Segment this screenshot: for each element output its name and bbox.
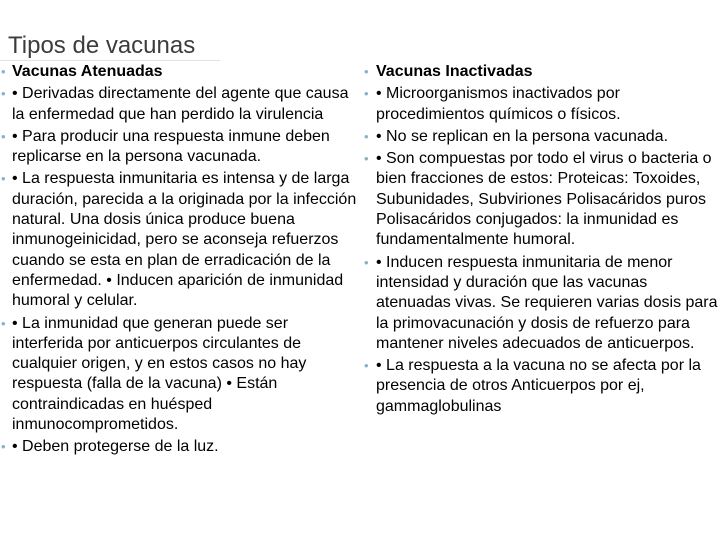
right-heading: Vacunas Inactivadas <box>376 63 533 80</box>
list-item <box>0 127 362 168</box>
list-item-text: • No se replican en la persona vacunada. <box>376 127 669 145</box>
list-item <box>0 62 362 82</box>
bullet-icon: • <box>364 128 369 144</box>
list-item-text: • La inmunidad que generan puede ser interferida por anticuerpos circulantes de cualquier origen, y en estos casos no hay respuesta (falla de la vacuna) • Están contraindicadas en huésped inmunocomprometidos. <box>12 314 307 434</box>
bullet-icon: • <box>1 171 6 187</box>
slide-title: Tipos de vacunas <box>8 32 196 59</box>
list-item-text: • Son compuestas por todo el virus o bacteria o bien fracciones de estos: Proteicas: Toxoides, Subunidades, Subviriones Polisacáridos puros Polisacáridos conjugados: la inmunidad es fundamentalmente humoral. <box>376 150 712 249</box>
bullet-icon: • <box>1 64 6 79</box>
list-item <box>0 84 362 125</box>
list-item-text: • Para producir una respuesta inmune deben replicarse en la persona vacunada. <box>12 127 330 166</box>
bullet-icon: • <box>364 358 369 374</box>
list-item <box>362 253 718 354</box>
list-item <box>362 62 718 82</box>
list-item <box>362 84 718 125</box>
list-item-text: • Inducen respuesta inmunitaria de menor intensidad y duración que las vacunas atenuadas vivas. Se requieren varias dosis para la primovacunación y dosis de refuerzo para mantener niveles adecuados de anticuerpos. <box>376 253 718 352</box>
list-item-text: • La respuesta inmunitaria es intensa y de larga duración, parecida a la originada por la infección natural. Una dosis única produce buena inmunogeinicidad, pero se aconseja refuerzos cuando se esta en plan de erradicación de la enfermedad. • Inducen aparición de inmunidad humoral y celular. <box>12 170 357 310</box>
list-item <box>362 127 718 147</box>
bullet-icon: • <box>364 254 369 270</box>
list-item-text: • Microorganismos inactivados por procedimientos químicos o físicos. <box>376 85 621 123</box>
list-item-text: • Derivadas directamente del agente que causa la enfermedad que han perdido la virulencia <box>12 85 349 123</box>
list-item-text: • La respuesta a la vacuna no se afecta por la presencia de otros Anticuerpos por ej, gammaglobulinas <box>376 357 701 415</box>
list-item-text: • Deben protegerse de la luz. <box>12 438 219 456</box>
left-heading: Vacunas Atenuadas <box>12 63 163 80</box>
left-bullet-list <box>0 62 362 458</box>
bullet-icon: • <box>364 151 369 167</box>
list-item <box>0 437 362 457</box>
right-column <box>362 62 718 419</box>
list-item <box>0 314 362 436</box>
right-bullet-list <box>362 62 718 417</box>
bullet-icon: • <box>1 315 6 331</box>
left-column <box>0 62 362 460</box>
bullet-icon: • <box>364 64 369 79</box>
list-item <box>362 149 718 250</box>
bullet-icon: • <box>1 86 6 102</box>
list-item <box>0 169 362 311</box>
title-divider <box>0 60 220 61</box>
list-item <box>362 356 718 417</box>
bullet-icon: • <box>1 439 6 455</box>
bullet-icon: • <box>364 86 369 102</box>
bullet-icon: • <box>1 128 6 144</box>
